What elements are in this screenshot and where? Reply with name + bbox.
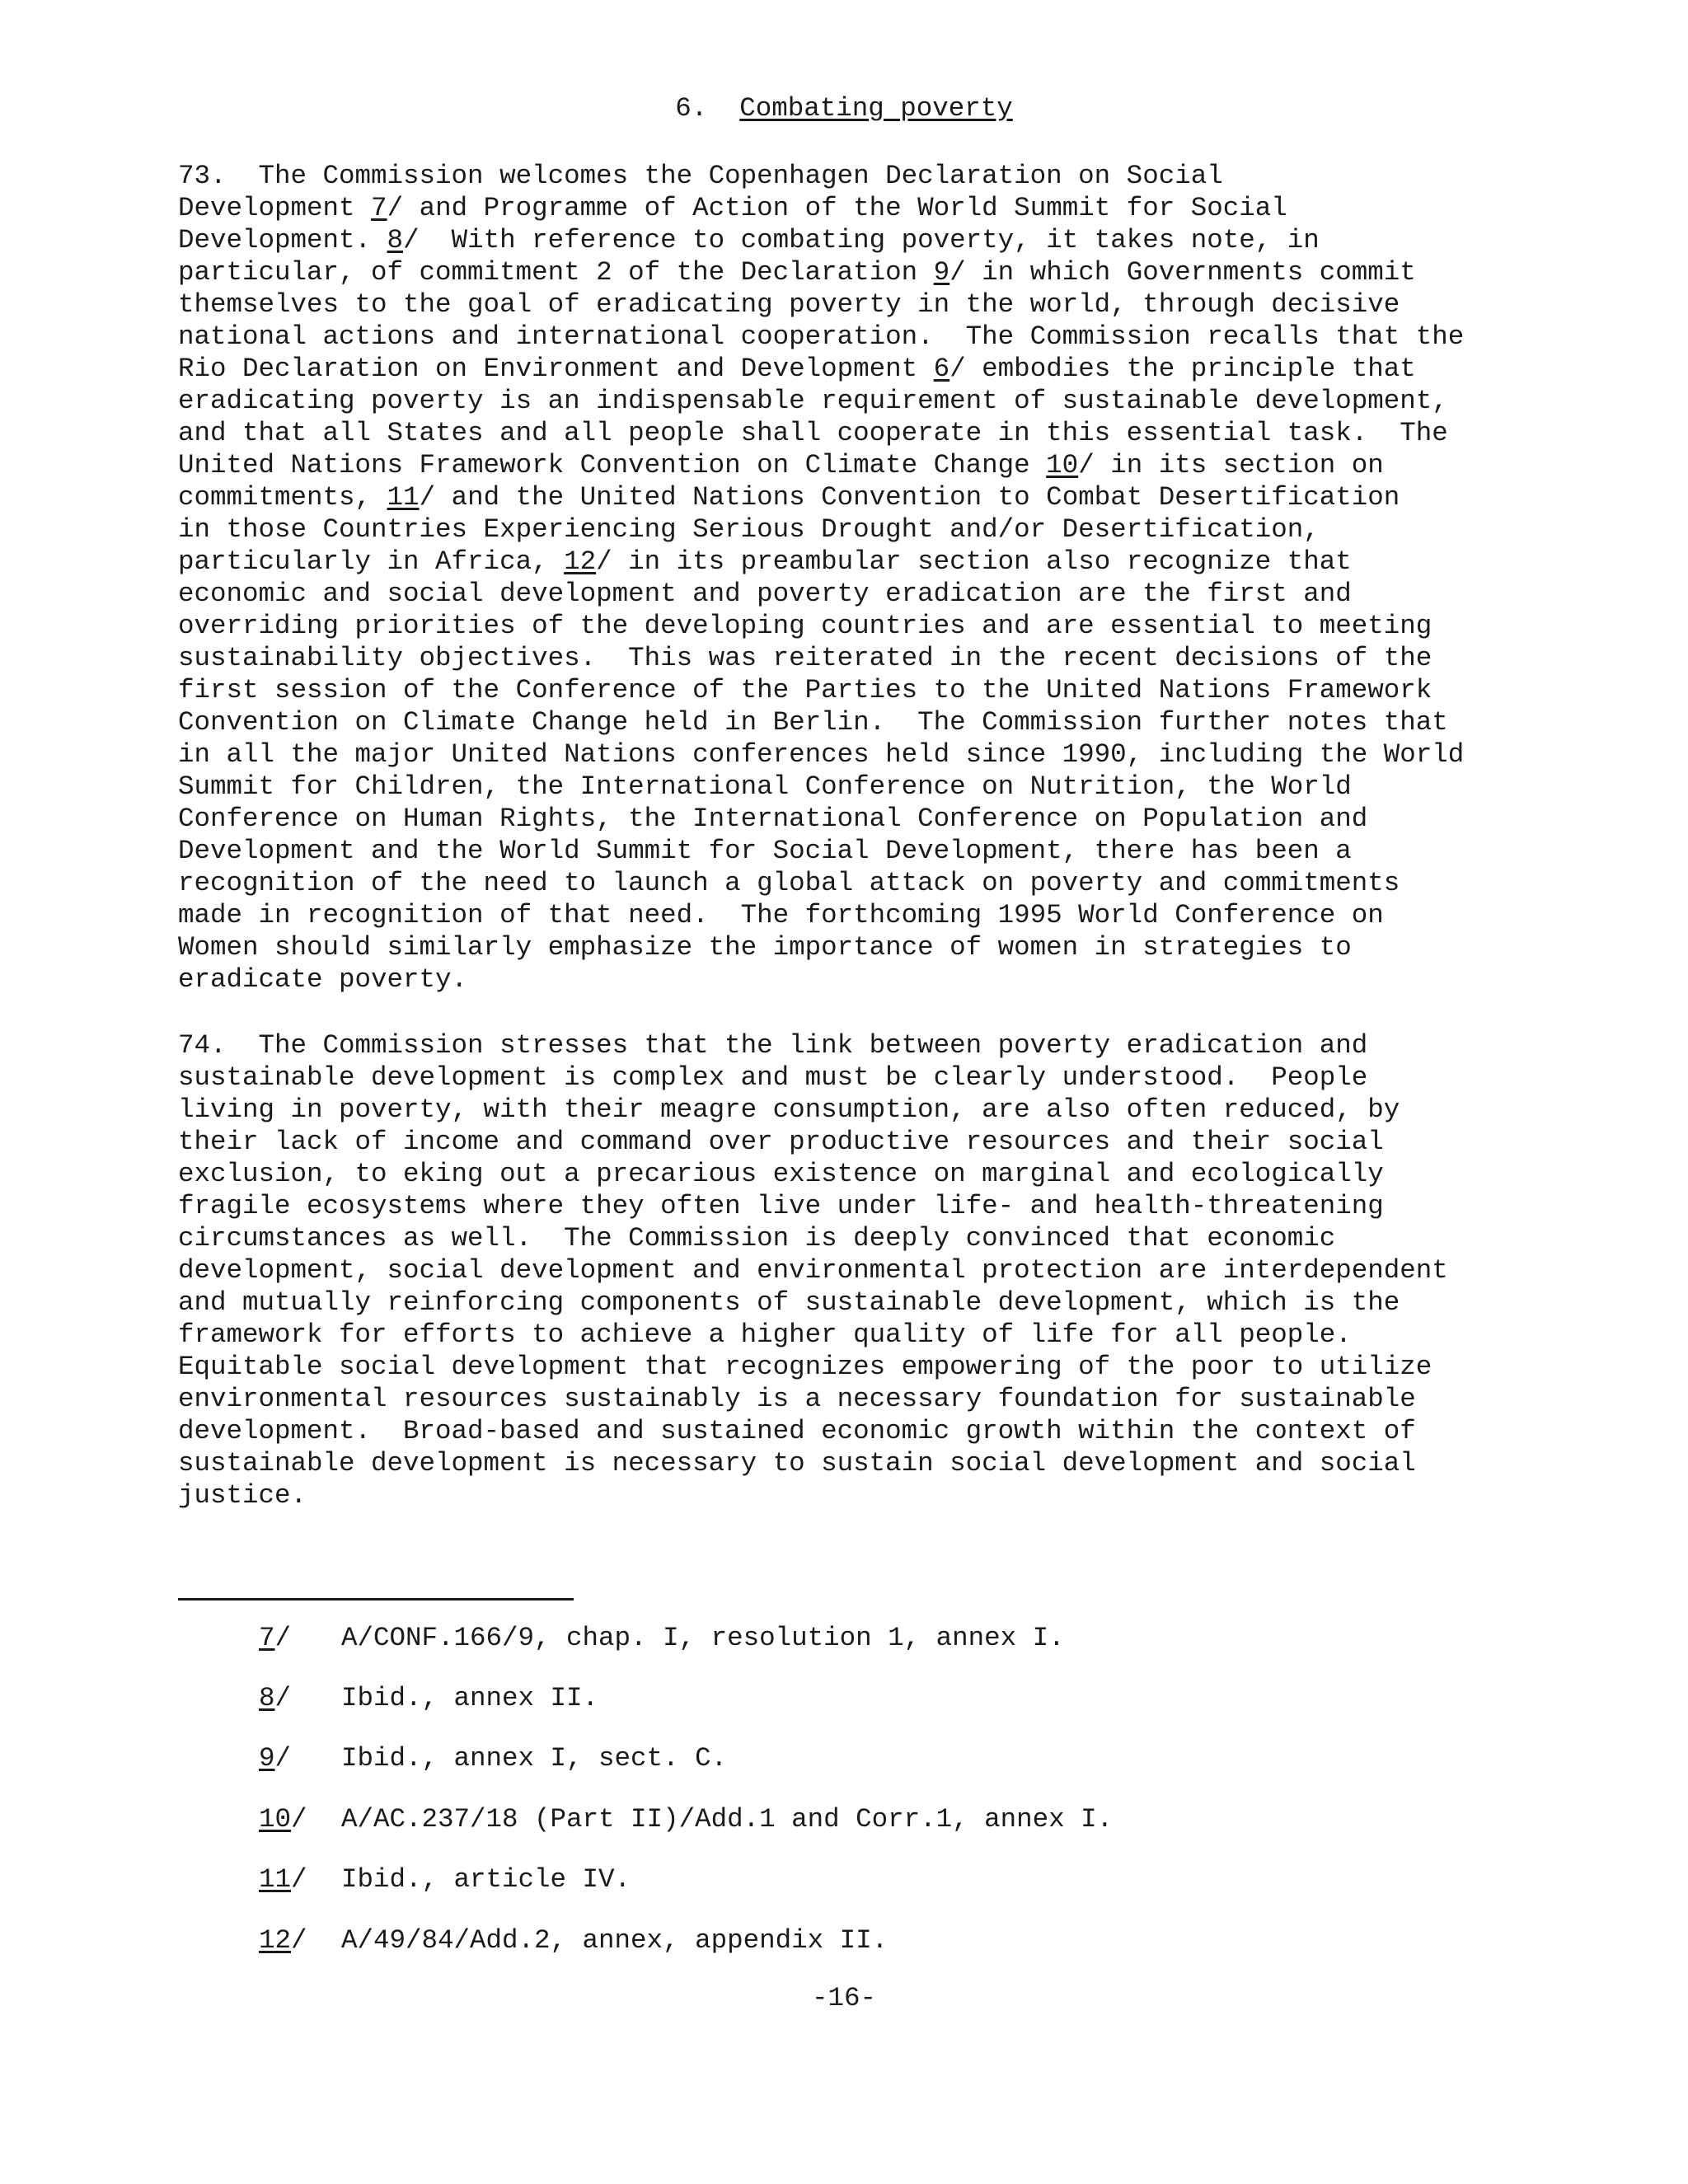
paragraph-line — [178, 1447, 1448, 1479]
section-heading — [0, 92, 1688, 124]
line-text: eradicating poverty is an indispensable requirement of sustainable development, — [178, 386, 1448, 416]
paragraph-line — [178, 1126, 1448, 1158]
paragraph-line — [178, 642, 1464, 674]
paragraph-line — [178, 1254, 1448, 1286]
footnote-11: 11/ Ibid., article IV. — [259, 1864, 631, 1895]
paragraph-line — [178, 1094, 1448, 1126]
footnote-mark: 10 — [259, 1804, 292, 1835]
line-text: national actions and international cooperation. The Commission recalls that the — [178, 321, 1465, 352]
line-text: themselves to the goal of eradicating poverty in the world, through decisive — [178, 289, 1400, 320]
paragraph-line — [178, 771, 1464, 803]
paragraph-line — [178, 1415, 1448, 1447]
paragraph-line — [178, 931, 1464, 963]
line-text: justice. — [178, 1480, 307, 1511]
line-text: / in which Governments commit — [950, 257, 1416, 288]
line-text: environmental resources sustainably is a necessary foundation for sustainable — [178, 1384, 1416, 1414]
paragraph-line — [178, 224, 1464, 256]
paragraph-line — [178, 610, 1464, 642]
footnote-text: Ibid., annex I, sect. C. — [341, 1743, 728, 1774]
line-text: Development — [178, 193, 372, 223]
section-title: Combating poverty — [739, 93, 1013, 124]
paragraph-line — [178, 1479, 1448, 1511]
line-text: in all the major United Nations conferences held since 1990, including the World — [178, 739, 1465, 770]
line-text: exclusion, to eking out a precarious existence on marginal and ecologically — [178, 1159, 1384, 1189]
line-text: Summit for Children, the International Conference on Nutrition, the World — [178, 771, 1352, 802]
line-text: development, social development and environmental protection are interdependent — [178, 1255, 1448, 1286]
footnote-text: A/CONF.166/9, chap. I, resolution 1, annex I. — [341, 1623, 1065, 1653]
line-text: recognition of the need to launch a global attack on poverty and commitments — [178, 868, 1400, 898]
line-text: particularly in Africa, — [178, 546, 565, 577]
line-text: sustainable development is complex and must be clearly understood. People — [178, 1062, 1368, 1093]
paragraph-line — [178, 288, 1464, 321]
paragraph-line — [178, 738, 1464, 771]
footnote-reference: 10 — [1046, 450, 1079, 480]
line-text: particular, of commitment 2 of the Declaration — [178, 257, 934, 288]
footnote-reference: 7 — [371, 193, 387, 223]
paragraph-line — [178, 546, 1464, 578]
paragraph-line — [178, 1222, 1448, 1254]
line-text: circumstances as well. The Commission is deeply convinced that economic — [178, 1223, 1336, 1254]
paragraph-line — [178, 899, 1464, 931]
paragraph-line — [178, 385, 1464, 417]
line-text: first session of the Conference of the Parties to the United Nations Framework — [178, 675, 1432, 705]
paragraph-line — [178, 417, 1464, 449]
paragraph-line — [178, 449, 1464, 481]
footnote-mark: 8 — [259, 1683, 275, 1713]
paragraph-line — [178, 1383, 1448, 1415]
line-text: United Nations Framework Convention on Climate Change — [178, 450, 1047, 480]
line-text: Rio Declaration on Environment and Development — [178, 354, 934, 384]
footnote-reference: 6 — [933, 354, 950, 384]
paragraph-line — [178, 1062, 1448, 1094]
footnote-mark: 9 — [259, 1743, 275, 1774]
footnote-12: 12/ A/49/84/Add.2, annex, appendix II. — [259, 1925, 889, 1956]
line-text: Convention on Climate Change held in Berlin. The Commission further notes that — [178, 707, 1448, 738]
paragraph-line — [178, 706, 1464, 738]
footnote-text: A/AC.237/18 (Part II)/Add.1 and Corr.1, annex I. — [341, 1804, 1114, 1835]
paragraph-line — [178, 835, 1464, 867]
paragraph-line — [178, 963, 1464, 996]
paragraph-line — [178, 674, 1464, 706]
paragraph-line — [178, 481, 1464, 513]
paragraph-line — [178, 513, 1464, 546]
footnote-reference: 12 — [564, 546, 597, 577]
line-text: Conference on Human Rights, the International Conference on Population and — [178, 804, 1368, 834]
footnote-mark: 12 — [259, 1925, 292, 1956]
footnote-reference: 8 — [387, 225, 404, 255]
footnote-9: 9/ Ibid., annex I, sect. C. — [259, 1743, 728, 1774]
paragraph-line — [178, 1286, 1448, 1319]
line-text: made in recognition of that need. The forthcoming 1995 World Conference on — [178, 900, 1384, 930]
paragraph-line — [178, 1158, 1448, 1190]
line-text: Women should similarly emphasize the importance of women in strategies to — [178, 932, 1352, 963]
footnote-text: Ibid., article IV. — [341, 1864, 631, 1895]
paragraph-line — [178, 578, 1464, 610]
footnote-mark: 7 — [259, 1623, 275, 1653]
line-text: living in poverty, with their meagre consumption, are also often reduced, by — [178, 1094, 1400, 1125]
line-text: 73. The Commission welcomes the Copenhagen Declaration on Social — [178, 161, 1223, 191]
line-text: Development. — [178, 225, 387, 255]
line-text: 74. The Commission stresses that the link between poverty eradication and — [178, 1030, 1368, 1061]
line-text: and that all States and all people shall cooperate in this essential task. The — [178, 418, 1448, 448]
footnote-text: A/49/84/Add.2, annex, appendix II. — [341, 1925, 889, 1956]
paragraph-line — [178, 192, 1464, 224]
footnote-reference: 11 — [387, 482, 420, 513]
line-text: commitments, — [178, 482, 387, 513]
paragraph-line — [178, 1319, 1448, 1351]
line-text: / embodies the principle that — [950, 354, 1416, 384]
line-text: framework for efforts to achieve a higher quality of life for all people. — [178, 1319, 1352, 1350]
line-text: their lack of income and command over productive resources and their social — [178, 1127, 1384, 1157]
line-text: Development and the World Summit for Social Development, there has been a — [178, 836, 1352, 866]
paragraph-line — [178, 1029, 1448, 1062]
line-text: overriding priorities of the developing countries and are essential to meeting — [178, 611, 1432, 641]
line-text: economic and social development and poverty eradication are the first and — [178, 579, 1352, 609]
paragraph-line — [178, 353, 1464, 385]
line-text: / in its preambular section also recognize that — [596, 546, 1352, 577]
section-number: 6. — [675, 93, 708, 124]
paragraph-line — [178, 803, 1464, 835]
paragraph-line — [178, 321, 1464, 353]
footnote-reference: 9 — [933, 257, 950, 288]
line-text: / With reference to combating poverty, it takes note, in — [403, 225, 1320, 255]
line-text: in those Countries Experiencing Serious Drought and/or Desertification, — [178, 514, 1320, 545]
footnote-separator — [178, 1598, 574, 1601]
paragraph-73 — [178, 160, 1464, 996]
line-text: / and the United Nations Convention to Combat Desertification — [419, 482, 1400, 513]
page-number: -16- — [811, 1983, 876, 2013]
paragraph-74 — [178, 1029, 1448, 1511]
line-text: / and Programme of Action of the World Summit for Social — [387, 193, 1287, 223]
line-text: fragile ecosystems where they often live under life- and health-threatening — [178, 1191, 1384, 1221]
paragraph-line — [178, 1351, 1448, 1383]
paragraph-line — [178, 256, 1464, 288]
line-text: / in its section on — [1078, 450, 1384, 480]
paragraph-line — [178, 1190, 1448, 1222]
line-text: Equitable social development that recognizes empowering of the poor to utilize — [178, 1352, 1432, 1382]
footnote-10: 10/ A/AC.237/18 (Part II)/Add.1 and Corr.1, annex I. — [259, 1804, 1114, 1835]
line-text: sustainable development is necessary to sustain social development and social — [178, 1448, 1416, 1479]
footnote-8: 8/ Ibid., annex II. — [259, 1683, 599, 1713]
footnote-text: Ibid., annex II. — [341, 1683, 599, 1713]
line-text: eradicate poverty. — [178, 964, 468, 995]
footnote-mark: 11 — [259, 1864, 292, 1895]
line-text: development. Broad-based and sustained economic growth within the context of — [178, 1416, 1416, 1446]
paragraph-line — [178, 160, 1464, 192]
line-text: sustainability objectives. This was reiterated in the recent decisions of the — [178, 643, 1432, 673]
paragraph-line — [178, 867, 1464, 899]
line-text: and mutually reinforcing components of sustainable development, which is the — [178, 1287, 1400, 1318]
footnote-7: 7/ A/CONF.166/9, chap. I, resolution 1, annex I. — [259, 1623, 1065, 1653]
